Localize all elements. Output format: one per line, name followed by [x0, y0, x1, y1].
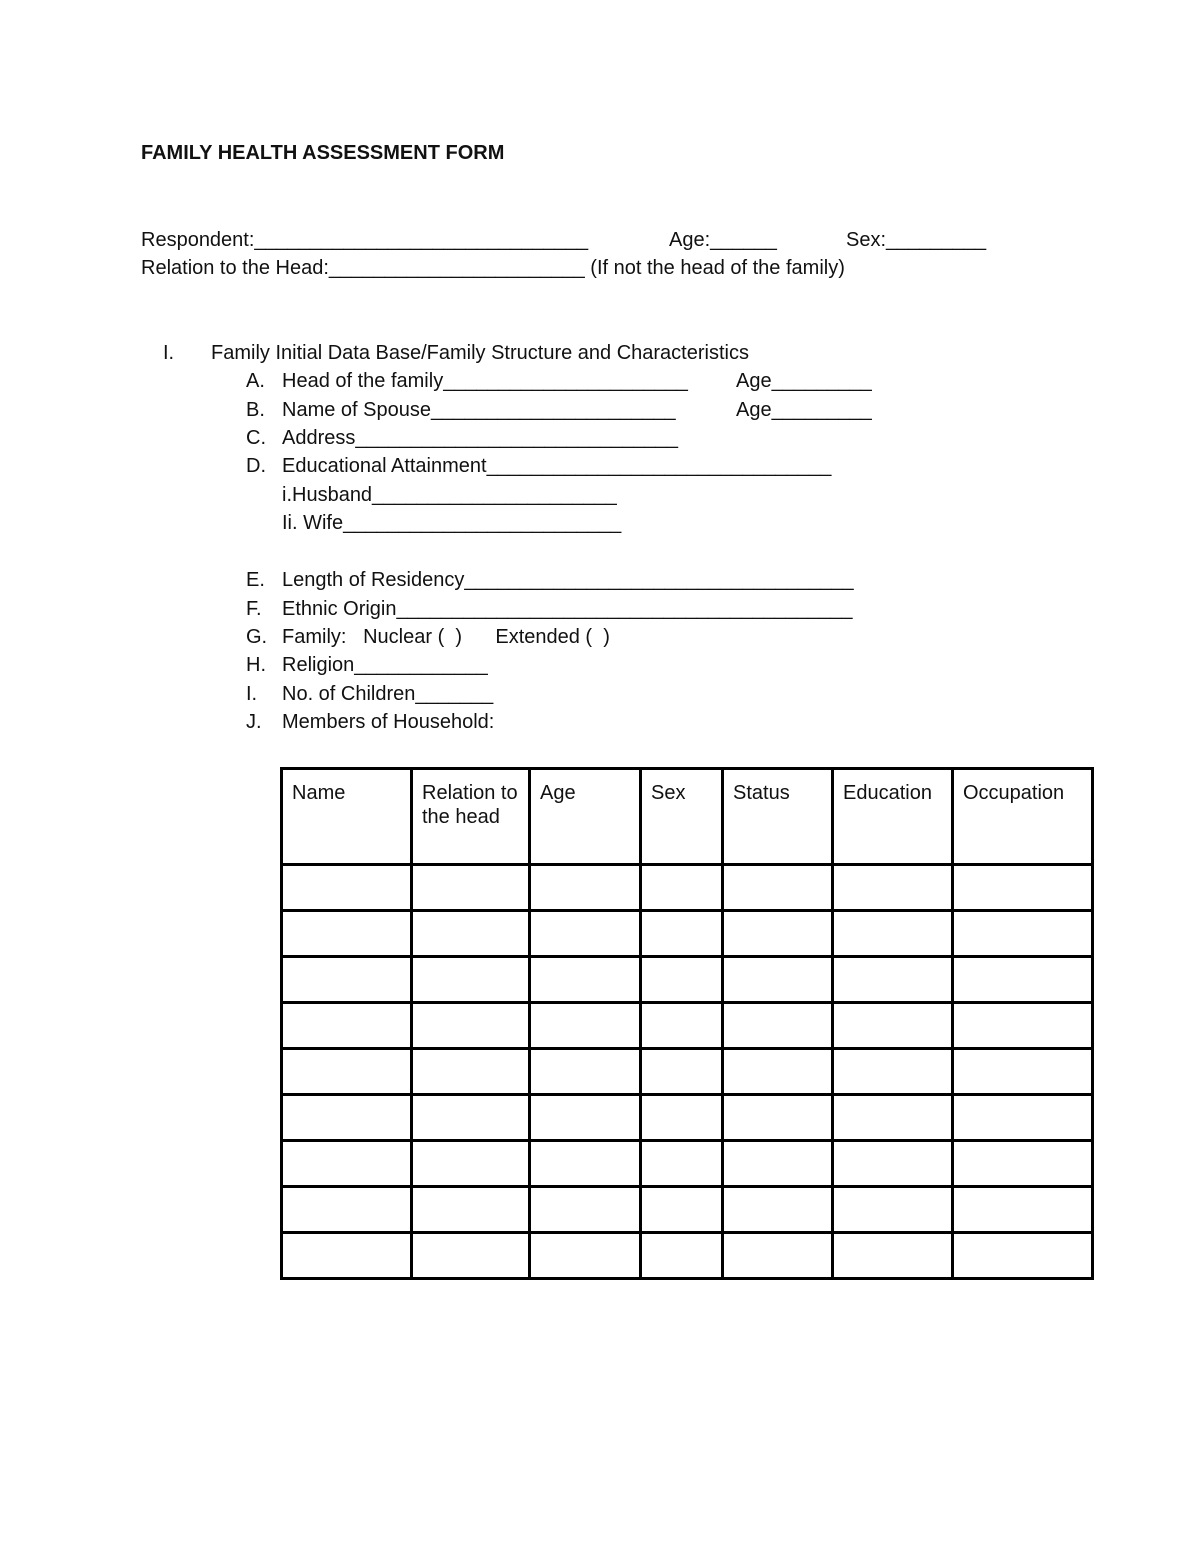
table-cell [833, 1003, 953, 1049]
item-letter: F. [246, 598, 262, 620]
table-cell [412, 865, 530, 911]
item-letter: E. [246, 569, 265, 591]
table-cell [282, 1095, 412, 1141]
table-cell [641, 1187, 723, 1233]
table-row [282, 1049, 1093, 1095]
table-cell [282, 1141, 412, 1187]
table-cell [282, 1233, 412, 1279]
table-cell [282, 1003, 412, 1049]
table-row [282, 1187, 1093, 1233]
address-field: Address_____________________________ [282, 427, 678, 449]
table-cell [953, 1003, 1093, 1049]
table-cell [953, 865, 1093, 911]
table-cell [833, 1141, 953, 1187]
members-of-household-label: Members of Household: [282, 711, 495, 733]
table-row [282, 1233, 1093, 1279]
table-cell [833, 911, 953, 957]
table-row [282, 911, 1093, 957]
table-row [282, 865, 1093, 911]
table-cell [953, 1095, 1093, 1141]
table-cell [412, 1187, 530, 1233]
table-cell [953, 1233, 1093, 1279]
table-cell [641, 865, 723, 911]
relation-to-head-field: Relation to the Head:_______________________ (If not the head of the family) [141, 257, 845, 279]
table-cell [412, 1233, 530, 1279]
wife-education-field: Ii. Wife_________________________ [282, 512, 622, 534]
table-cell [833, 865, 953, 911]
table-cell [953, 1049, 1093, 1095]
table-cell [641, 1141, 723, 1187]
table-cell [412, 1141, 530, 1187]
table-cell [282, 865, 412, 911]
column-header-name: Name [282, 769, 412, 865]
item-letter: C. [246, 427, 266, 449]
table-cell [723, 911, 833, 957]
head-age-field: Age_________ [736, 370, 872, 392]
table-cell [412, 1049, 530, 1095]
table-cell [723, 865, 833, 911]
table-cell [530, 1003, 641, 1049]
table-cell [641, 957, 723, 1003]
length-of-residency-field: Length of Residency___________________________________ [282, 569, 854, 591]
educational-attainment-field: Educational Attainment_______________________________ [282, 455, 832, 477]
item-letter: B. [246, 399, 265, 421]
column-header-sex: Sex [641, 769, 723, 865]
religion-field: Religion____________ [282, 654, 488, 676]
table-row [282, 1095, 1093, 1141]
column-header-relation: Relation to the head [412, 769, 530, 865]
section-heading: Family Initial Data Base/Family Structure and Characteristics [211, 342, 749, 364]
head-of-family-field: Head of the family______________________ [282, 370, 688, 392]
table-cell [412, 1003, 530, 1049]
item-letter: A. [246, 370, 265, 392]
table-cell [530, 1095, 641, 1141]
table-cell [530, 911, 641, 957]
table-cell [953, 1141, 1093, 1187]
item-letter: D. [246, 455, 266, 477]
item-letter: H. [246, 654, 266, 676]
household-members-table [280, 767, 1094, 1280]
column-header-education: Education [833, 769, 953, 865]
table-cell [723, 1141, 833, 1187]
item-letter: J. [246, 711, 262, 733]
section-number: I. [163, 342, 175, 364]
table-cell [723, 1095, 833, 1141]
table-cell [282, 1049, 412, 1095]
table-cell [282, 911, 412, 957]
table-cell [723, 1233, 833, 1279]
table-cell [641, 911, 723, 957]
table-body [282, 865, 1093, 1279]
table-cell [723, 957, 833, 1003]
table-cell [953, 957, 1093, 1003]
table-cell [953, 1187, 1093, 1233]
table-cell [833, 957, 953, 1003]
table-cell [282, 1187, 412, 1233]
husband-education-field: i.Husband______________________ [282, 484, 617, 506]
table-cell [723, 1187, 833, 1233]
table-cell [833, 1187, 953, 1233]
family-type-field: Family: Nuclear ( ) Extended ( ) [282, 626, 610, 648]
column-header-status: Status [723, 769, 833, 865]
table-cell [833, 1049, 953, 1095]
table-cell [723, 1049, 833, 1095]
table-cell [530, 1187, 641, 1233]
respondent-sex-field: Sex:_________ [846, 229, 987, 251]
spouse-age-field: Age_________ [736, 399, 872, 421]
table-header-row [282, 769, 1093, 865]
form-title: FAMILY HEALTH ASSESSMENT FORM [141, 142, 505, 164]
respondent-field: Respondent:______________________________ [141, 229, 589, 251]
table-cell [530, 1141, 641, 1187]
item-letter: I. [246, 683, 258, 705]
table-cell [641, 1003, 723, 1049]
table-row [282, 1003, 1093, 1049]
table-cell [412, 911, 530, 957]
table-cell [412, 1095, 530, 1141]
column-header-occupation: Occupation [953, 769, 1093, 865]
column-header-age: Age [530, 769, 641, 865]
table-cell [530, 865, 641, 911]
table-cell [833, 1095, 953, 1141]
table-cell [641, 1095, 723, 1141]
number-of-children-field: No. of Children_______ [282, 683, 494, 705]
table-row [282, 1141, 1093, 1187]
ethnic-origin-field: Ethnic Origin_________________________________________ [282, 598, 853, 620]
table-row [282, 957, 1093, 1003]
table-cell [641, 1233, 723, 1279]
table-cell [833, 1233, 953, 1279]
spouse-name-field: Name of Spouse______________________ [282, 399, 676, 421]
table-cell [641, 1049, 723, 1095]
item-letter: G. [246, 626, 268, 648]
table-cell [530, 1233, 641, 1279]
table-cell [723, 1003, 833, 1049]
table-cell [953, 911, 1093, 957]
table-cell [530, 957, 641, 1003]
table-cell [412, 957, 530, 1003]
respondent-age-field: Age:______ [669, 229, 777, 251]
table-cell [282, 957, 412, 1003]
table-cell [530, 1049, 641, 1095]
